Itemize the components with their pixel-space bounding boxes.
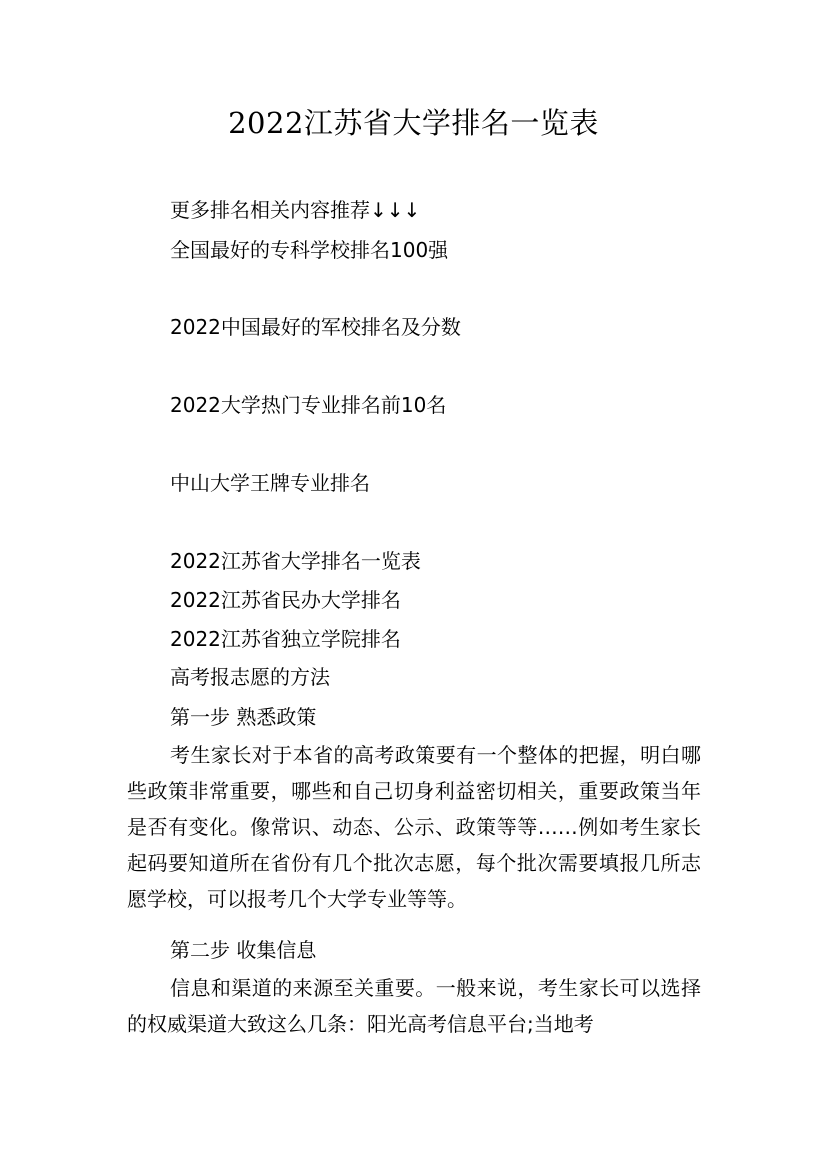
step1-heading: 第一步 熟悉政策 bbox=[170, 705, 317, 729]
link-sysu-majors[interactable]: 中山大学王牌专业排名 bbox=[170, 471, 370, 495]
link-jiangsu-private[interactable]: 2022江苏省民办大学排名 bbox=[170, 588, 401, 612]
section-heading: 高考报志愿的方法 bbox=[170, 665, 330, 689]
recommend-intro: 更多排名相关内容推荐↓↓↓ bbox=[170, 198, 421, 222]
document-title: 2022江苏省大学排名一览表 bbox=[228, 106, 599, 140]
link-jiangsu-independent[interactable]: 2022江苏省独立学院排名 bbox=[170, 627, 401, 651]
link-military-schools[interactable]: 2022中国最好的军校排名及分数 bbox=[170, 315, 461, 339]
link-popular-majors[interactable]: 2022大学热门专业排名前10名 bbox=[170, 393, 447, 417]
step1-paragraph: 考生家长对于本省的高考政策要有一个整体的把握，明白哪些政策非常重要，哪些和自己切身利益密切相关，重要政策当年是否有变化。像常识、动态、公示、政策等等……例如考生家长起码要知道所在省份有几个批次志愿，每个批次需要填报几所志愿学校，可以报考几个大学专业等等。 bbox=[127, 743, 701, 911]
step2-heading: 第二步 收集信息 bbox=[170, 938, 317, 962]
step2-paragraph: 信息和渠道的来源至关重要。一般来说，考生家长可以选择的权威渠道大致这么几条：阳光高考信息平台;当地考 bbox=[127, 976, 701, 1036]
link-vocational-schools[interactable]: 全国最好的专科学校排名100强 bbox=[170, 238, 449, 262]
link-jiangsu-ranking[interactable]: 2022江苏省大学排名一览表 bbox=[170, 549, 421, 573]
